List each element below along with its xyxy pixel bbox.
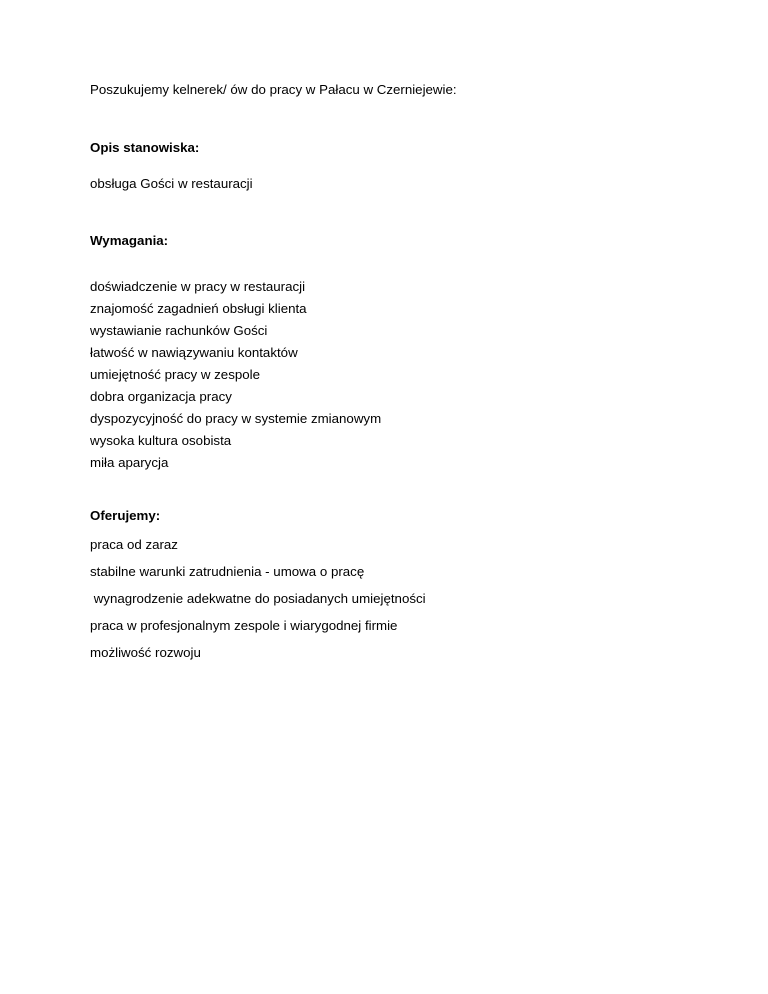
offer-heading: Oferujemy:: [90, 508, 161, 523]
requirement-item: umiejętność pracy w zespole: [90, 367, 260, 382]
offer-item: wynagrodzenie adekwatne do posiadanych umiejętności: [90, 591, 426, 606]
requirement-item: znajomość zagadnień obsługi klienta: [90, 301, 307, 316]
requirement-item: doświadczenie w pracy w restauracji: [90, 279, 306, 294]
requirement-item: wystawianie rachunków Gości: [90, 323, 268, 338]
requirement-item: dobra organizacja pracy: [90, 389, 232, 404]
offer-item: praca w profesjonalnym zespole i wiarygodnej firmie: [90, 618, 398, 633]
offer-item: stabilne warunki zatrudnienia - umowa o pracę: [90, 564, 365, 579]
offer-item: praca od zaraz: [90, 537, 178, 552]
position-heading: Opis stanowiska:: [90, 140, 200, 155]
intro-text: Poszukujemy kelnerek/ ów do pracy w Pałacu w Czerniejewie:: [90, 82, 457, 97]
requirement-item: dyspozycyjność do pracy w systemie zmianowym: [90, 411, 382, 426]
requirement-item: łatwość w nawiązywaniu kontaktów: [90, 345, 298, 360]
position-description: obsługa Gości w restauracji: [90, 176, 253, 191]
requirements-heading: Wymagania:: [90, 233, 169, 248]
offer-item: możliwość rozwoju: [90, 645, 201, 660]
requirement-item: wysoka kultura osobista: [90, 433, 232, 448]
requirement-item: miła aparycja: [90, 455, 169, 470]
